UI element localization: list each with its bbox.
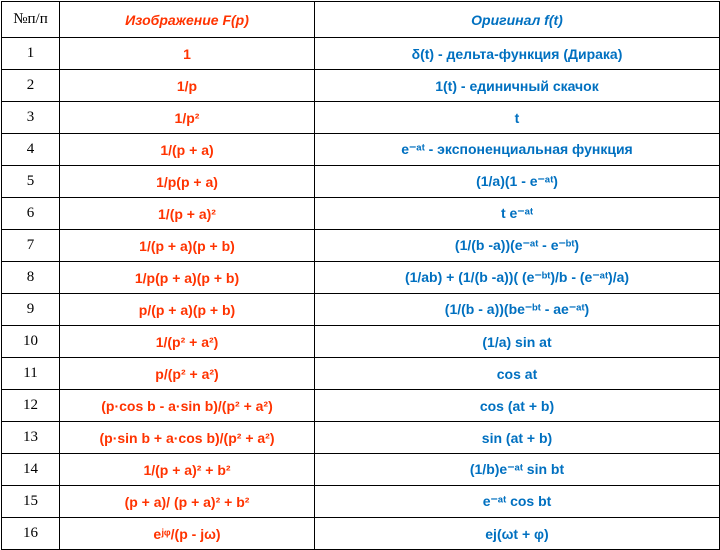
image-cell: 1/(p + a)² — [60, 198, 315, 230]
image-cell: (p + a)/ (p + a)² + b² — [60, 486, 315, 518]
table-row — [2, 422, 720, 454]
row-number: 4 — [2, 134, 60, 166]
table-row — [2, 102, 720, 134]
image-cell: (p·cos b - a·sin b)/(p² + a²) — [60, 390, 315, 422]
table-row — [2, 358, 720, 390]
row-number: 9 — [2, 294, 60, 326]
original-cell: (1/a) sin at — [315, 326, 720, 358]
row-number: 12 — [2, 390, 60, 422]
image-cell: 1/p — [60, 70, 315, 102]
original-cell: (1/ab) + (1/(b -a))( (e⁻ᵇᵗ)/b - (e⁻ᵃᵗ)/a) — [315, 262, 720, 294]
row-number: 2 — [2, 70, 60, 102]
image-cell: 1/(p + a)² + b² — [60, 454, 315, 486]
table-row — [2, 326, 720, 358]
original-cell: t — [315, 102, 720, 134]
image-cell: 1/p(p + a) — [60, 166, 315, 198]
header-original: Оригинал f(t) — [315, 2, 720, 38]
row-number: 14 — [2, 454, 60, 486]
image-cell: 1 — [60, 38, 315, 70]
table-row — [2, 70, 720, 102]
laplace-transform-table — [1, 1, 720, 550]
row-number: 10 — [2, 326, 60, 358]
table-row — [2, 38, 720, 70]
original-cell: cos (at + b) — [315, 390, 720, 422]
original-cell: sin (at + b) — [315, 422, 720, 454]
row-number: 15 — [2, 486, 60, 518]
original-cell: cos at — [315, 358, 720, 390]
original-cell: (1/b)e⁻ᵃᵗ sin bt — [315, 454, 720, 486]
table-row — [2, 230, 720, 262]
image-cell: 1/p² — [60, 102, 315, 134]
image-cell: p/(p² + a²) — [60, 358, 315, 390]
table-row — [2, 262, 720, 294]
row-number: 1 — [2, 38, 60, 70]
image-cell: eʲᵠ/(p - jω) — [60, 518, 315, 550]
image-cell: 1/(p² + a²) — [60, 326, 315, 358]
table-row — [2, 390, 720, 422]
original-cell: (1/(b -a))(e⁻ᵃᵗ - e⁻ᵇᵗ) — [315, 230, 720, 262]
row-number: 11 — [2, 358, 60, 390]
original-cell: e⁻ᵃᵗ cos bt — [315, 486, 720, 518]
header-row — [2, 2, 720, 38]
original-cell: 1(t) - единичный скачок — [315, 70, 720, 102]
image-cell: (p·sin b + a·cos b)/(p² + a²) — [60, 422, 315, 454]
image-cell: 1/p(p + a)(p + b) — [60, 262, 315, 294]
table-row — [2, 518, 720, 550]
original-cell: e⁻ᵃᵗ - экспоненциальная функция — [315, 134, 720, 166]
table-row — [2, 166, 720, 198]
header-num: №п/п — [2, 2, 60, 38]
table-row — [2, 486, 720, 518]
row-number: 16 — [2, 518, 60, 550]
original-cell: δ(t) - дельта-функция (Дирака) — [315, 38, 720, 70]
table-row — [2, 294, 720, 326]
original-cell: ej(ωt + φ) — [315, 518, 720, 550]
row-number: 5 — [2, 166, 60, 198]
table-row — [2, 134, 720, 166]
table-body — [2, 38, 720, 550]
row-number: 6 — [2, 198, 60, 230]
original-cell: t e⁻ᵃᵗ — [315, 198, 720, 230]
image-cell: 1/(p + a) — [60, 134, 315, 166]
row-number: 8 — [2, 262, 60, 294]
image-cell: 1/(p + a)(p + b) — [60, 230, 315, 262]
original-cell: (1/(b - a))(be⁻ᵇᵗ - ae⁻ᵃᵗ) — [315, 294, 720, 326]
image-cell: p/(p + a)(p + b) — [60, 294, 315, 326]
row-number: 13 — [2, 422, 60, 454]
original-cell: (1/a)(1 - e⁻ᵃᵗ) — [315, 166, 720, 198]
table-row — [2, 454, 720, 486]
row-number: 7 — [2, 230, 60, 262]
row-number: 3 — [2, 102, 60, 134]
table-row — [2, 198, 720, 230]
header-image: Изображение F(p) — [60, 2, 315, 38]
